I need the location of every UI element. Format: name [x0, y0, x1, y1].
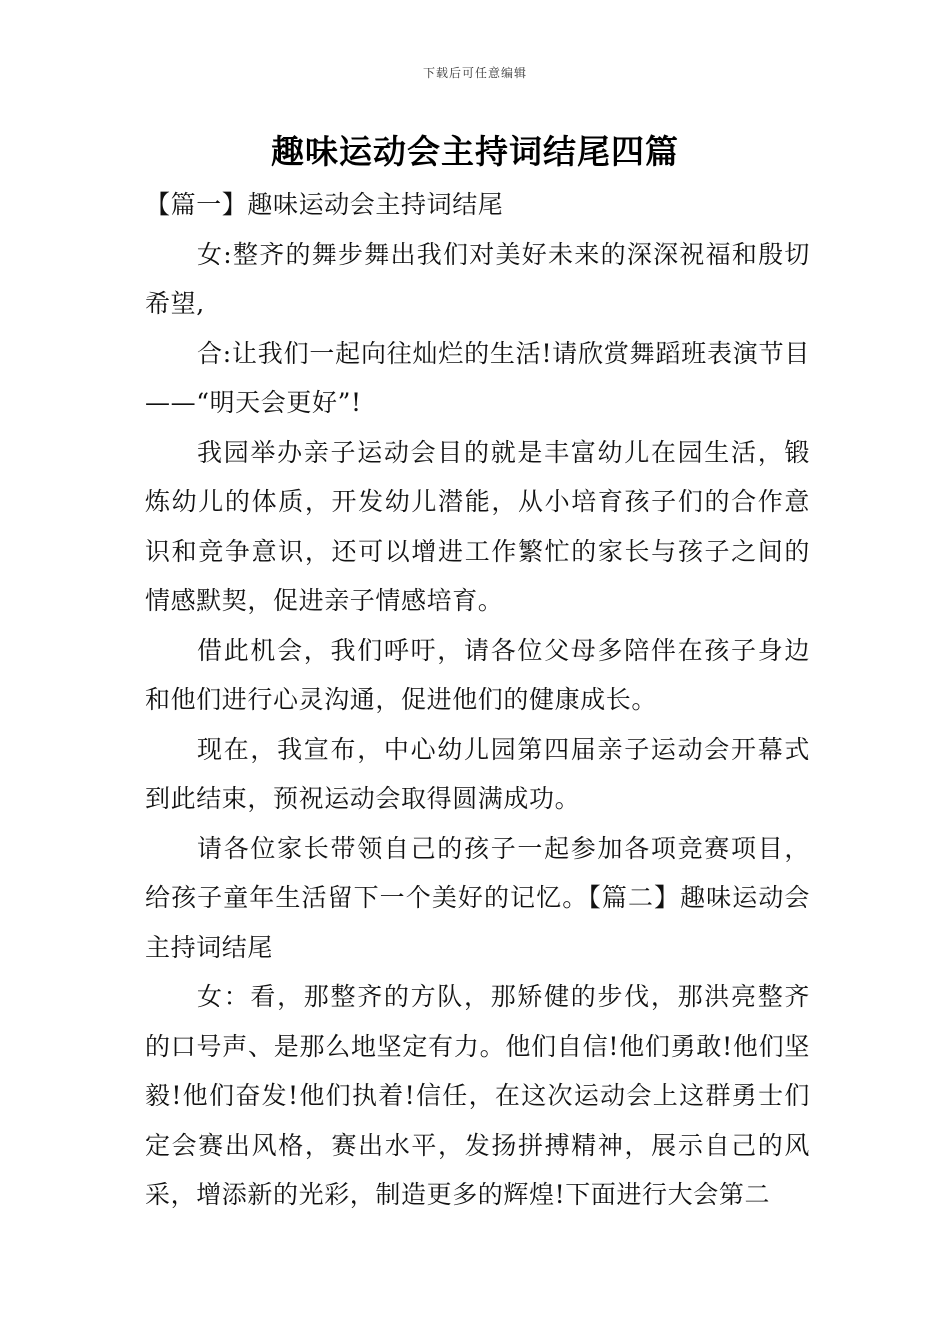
paragraph: 合:让我们一起向往灿烂的生活!请欣赏舞蹈班表演节目——“明天会更好”!	[145, 338, 810, 417]
document-title: 趣味运动会主持词结尾四篇	[271, 132, 679, 171]
header-note: 下载后可任意编辑	[422, 66, 527, 80]
paragraph: 现在，我宣布，中心幼儿园第四届亲子运动会开幕式到此结束，预祝运动会取得圆满成功。	[145, 734, 810, 813]
paragraph: 女:整齐的舞步舞出我们对美好未来的深深祝福和殷切希望,	[145, 239, 810, 318]
paragraph: 请各位家长带领自己的孩子一起参加各项竞赛项目，给孩子童年生活留下一个美好的记忆。【篇二】趣味运动会主持词结尾	[145, 833, 810, 962]
document-body	[145, 180, 810, 1220]
paragraph: 我园举办亲子运动会目的就是丰富幼儿在园生活，锻炼幼儿的体质，开发幼儿潜能，从小培育孩子们的合作意识和竞争意识，还可以增进工作繁忙的家长与孩子之间的情感默契，促进亲子情感培育。	[145, 437, 810, 615]
paragraph: 借此机会，我们呼吁，请各位父母多陪伴在孩子身边和他们进行心灵沟通，促进他们的健康成长。	[145, 635, 810, 714]
section-heading: 【篇一】趣味运动会主持词结尾	[145, 190, 504, 219]
paragraph: 女：看，那整齐的方队，那矫健的步伐，那洪亮整齐的口号声、是那么地坚定有力。他们自信!他们勇敢!他们坚毅!他们奋发!他们执着!信任，在这次运动会上这群勇士们定会赛出风格，赛出水平，发扬拼搏精神，展示自己的风采，增添新的光彩，制造更多的辉煌!下面进行大会第二	[145, 982, 810, 1209]
